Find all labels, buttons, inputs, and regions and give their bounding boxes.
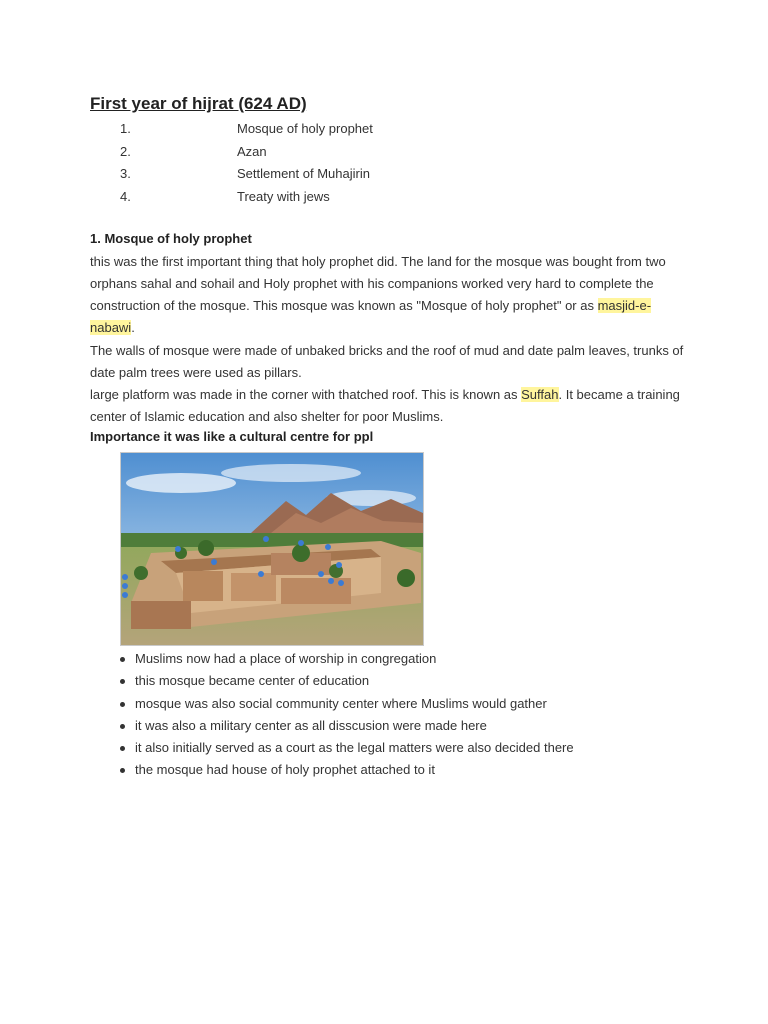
section-heading: 1. Mosque of holy prophet	[90, 231, 252, 246]
importance-list	[117, 648, 574, 782]
highlighted-term: masjid-e-nabawi	[90, 298, 652, 335]
topic-item	[120, 165, 620, 188]
paragraph-suffah	[90, 384, 690, 428]
topic-item	[120, 120, 620, 143]
list-item: it was also a military center as all disscusion were made here	[117, 715, 574, 737]
paragraph-mosque-history	[90, 251, 690, 339]
list-item: it also initially served as a court as the legal matters were also decided there	[117, 737, 574, 759]
paragraph-text: large platform was made in the corner with thatched roof. This is known as	[90, 387, 522, 402]
list-item: the mosque had house of holy prophet attached to it	[117, 759, 574, 781]
highlighted-term: Suffah	[521, 387, 559, 402]
topic-number: 1.	[120, 121, 131, 136]
page-title: First year of hijrat (624 AD)	[90, 94, 307, 113]
topic-text: Treaty with jews	[237, 188, 330, 204]
topic-text: Settlement of Muhajirin	[237, 166, 370, 181]
paragraph-mosque-construction: The walls of mosque were made of unbaked bricks and the roof of mud and date palm leaves, trunks of date palm trees were used as pillars.	[90, 343, 684, 380]
topic-number: 4.	[120, 188, 131, 204]
list-item: Muslims now had a place of worship in congregation	[117, 648, 574, 670]
mosque-illustration-graphic	[121, 453, 423, 645]
topic-item	[120, 143, 620, 166]
paragraph-text: .	[131, 320, 135, 335]
list-item: this mosque became center of education	[117, 670, 574, 692]
topic-number: 2.	[120, 143, 131, 159]
topic-item	[120, 188, 620, 211]
topic-text: Mosque of holy prophet	[237, 121, 373, 136]
paragraph-text: this was the first important thing that holy prophet did. The land for the mosque was bought from two orphans sahal and sohail and Holy prophet with his companions worked very hard to complete the construction of the mosque. This mosque was known as "Mosque of holy prophet" or as	[90, 254, 666, 313]
topic-text: Azan	[237, 143, 267, 159]
topic-number: 3.	[120, 166, 131, 181]
paragraph-text: . It became a training center of Islamic education and also shelter for poor Muslims.	[90, 387, 680, 424]
importance-heading: Importance it was like a cultural centre for ppl	[90, 429, 374, 444]
list-item: mosque was also social community center where Muslims would gather	[117, 693, 574, 715]
topic-list	[120, 120, 620, 210]
mosque-illustration	[120, 452, 424, 646]
